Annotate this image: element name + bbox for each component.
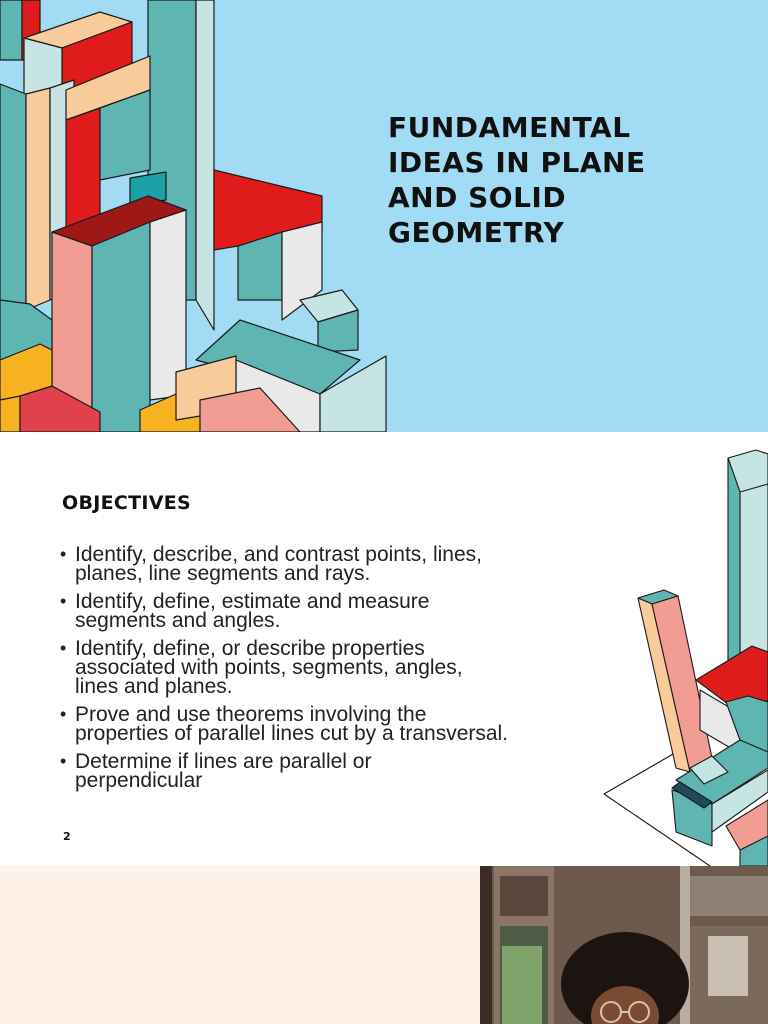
objectives-heading: OBJECTIVES: [62, 492, 192, 514]
list-item: [60, 705, 600, 743]
bullet-text-line: planes, line segments and rays.: [75, 562, 371, 585]
objectives-slide: [0, 432, 768, 866]
bullet-text-line: properties of parallel lines cut by a transversal.: [75, 722, 509, 745]
person-with-glasses-photo: [480, 866, 768, 1024]
bullet-text-line: Determine if lines are parallel or: [75, 750, 372, 773]
bullet-text-line: associated with points, segments, angles,: [75, 656, 463, 679]
bullet-text-line: perpendicular: [75, 769, 203, 792]
bullet-icon: •: [60, 704, 67, 724]
objectives-list: [60, 545, 600, 799]
bullet-text-line: Identify, define, or describe properties: [75, 637, 425, 660]
page-number: 2: [63, 830, 71, 843]
title-line: FUNDAMENTAL: [388, 111, 631, 144]
bullet-text-line: lines and planes.: [75, 675, 233, 698]
photo-slide: [0, 866, 768, 1024]
list-item: [60, 592, 600, 630]
bullet-icon: •: [60, 591, 67, 611]
bullet-text-line: Identify, describe, and contrast points, lines,: [75, 543, 482, 566]
title-line: IDEAS IN PLANE: [388, 146, 646, 179]
bullet-text-line: Prove and use theorems involving the: [75, 703, 427, 726]
title-line: AND SOLID: [388, 181, 567, 214]
title-slide: [0, 0, 768, 432]
list-item: [60, 545, 600, 583]
bullet-text-line: segments and angles.: [75, 609, 281, 632]
list-item: [60, 639, 600, 696]
list-item: [60, 752, 600, 790]
bullet-icon: •: [60, 544, 67, 564]
bullet-icon: •: [60, 751, 67, 771]
title-line: GEOMETRY: [388, 216, 565, 249]
isometric-buildings-illustration: [0, 0, 400, 432]
presentation-title: [388, 110, 728, 250]
bullet-text-line: Identify, define, estimate and measure: [75, 590, 430, 613]
bullet-icon: •: [60, 638, 67, 658]
